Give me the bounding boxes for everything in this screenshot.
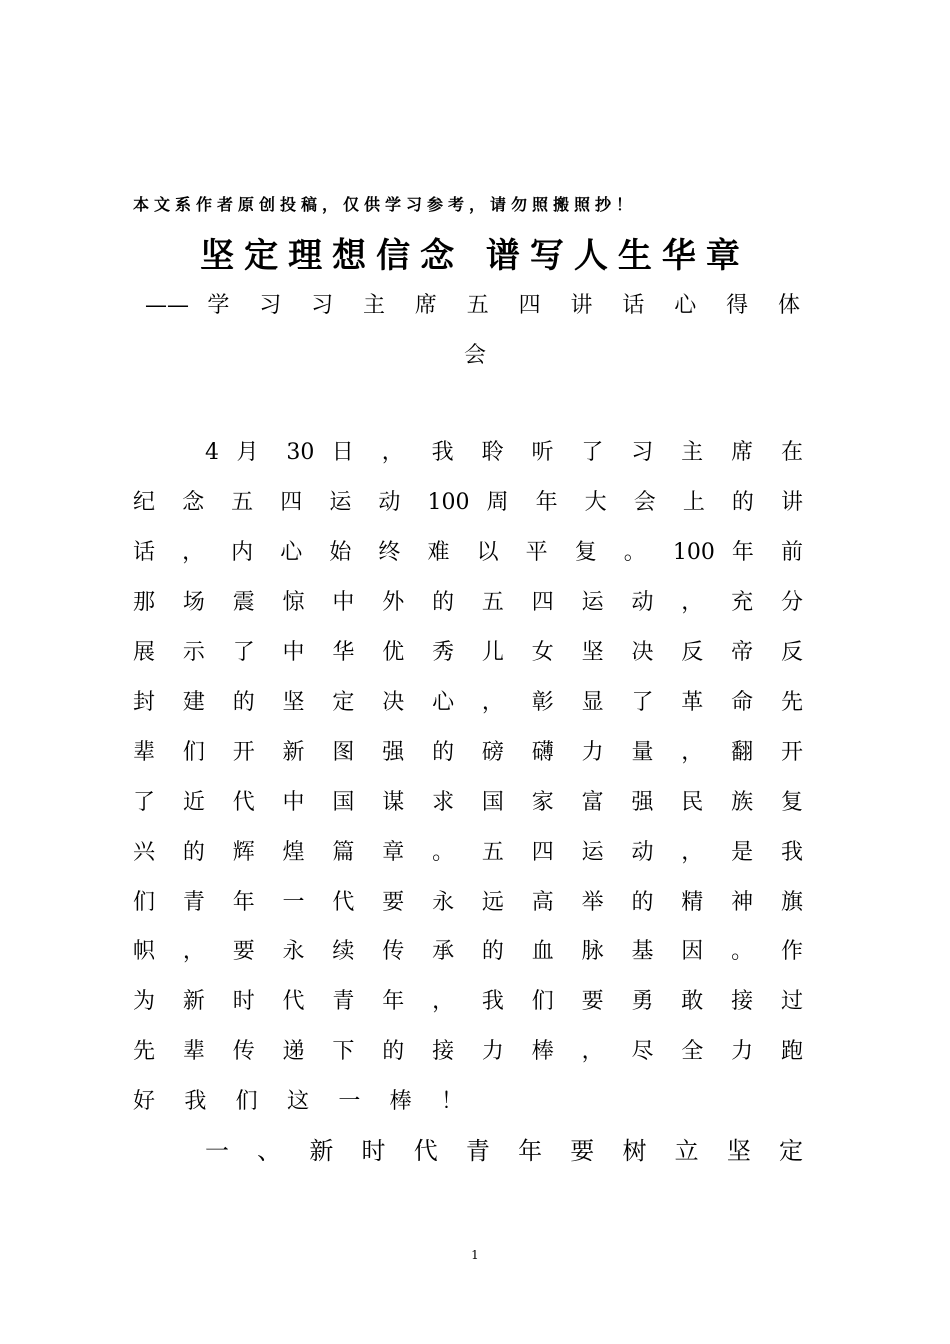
document-title: 坚定理想信念 谱写人生华章 [200,236,750,276]
paragraph-line: 先 辈 传 递 下 的 接 力 棒 ， 尽 全 力 跑 [133,1039,803,1064]
paragraph-line: 展 示 了 中 华 优 秀 儿 女 坚 决 反 帝 反 [133,640,803,665]
copyright-notice: 本文系作者原创投稿，仅供学习参考，请勿照搬照抄！ [133,195,638,214]
page-number: 1 [471,1248,479,1262]
paragraph-line: 们 青 年 一 代 要 永 远 高 举 的 精 神 旗 [133,890,803,915]
paragraph-line: 兴 的 辉 煌 篇 章 。 五 四 运 动 ， 是 我 [133,840,803,865]
paragraph-line: 那 场 震 惊 中 外 的 五 四 运 动 ， 充 分 [133,590,803,615]
paragraph-line: 了 近 代 中 国 谋 求 国 家 富 强 民 族 复 [133,790,803,815]
document-subtitle-continuation: 会 [463,343,486,368]
paragraph-line: 为 新 时 代 青 年 ， 我 们 要 勇 敢 接 过 [133,989,803,1014]
section-heading: 一 、 新 时 代 青 年 要 树 立 坚 定 [205,1137,803,1165]
paragraph-line: 纪 念 五 四 运 动 100 周 年 大 会 上 的 讲 [133,490,803,515]
paragraph-line: 话 ， 内 心 始 终 难 以 平 复 。 100 年 前 [133,540,803,565]
paragraph-line: 帜 ， 要 永 续 传 承 的 血 脉 基 因 。 作 [133,939,803,964]
paragraph-line: 4 月 30 日 ， 我 聆 听 了 习 主 席 在 [205,440,803,465]
paragraph-line: 辈 们 开 新 图 强 的 磅 礴 力 量 ， 翻 开 [133,740,803,765]
document-subtitle: —— 学 习 习 主 席 五 四 讲 话 心 得 体 [145,293,800,318]
paragraph-line-last: 好 我 们 这 一 棒 ！ [133,1089,463,1114]
paragraph-line: 封 建 的 坚 定 决 心 ， 彰 显 了 革 命 先 [133,690,803,715]
